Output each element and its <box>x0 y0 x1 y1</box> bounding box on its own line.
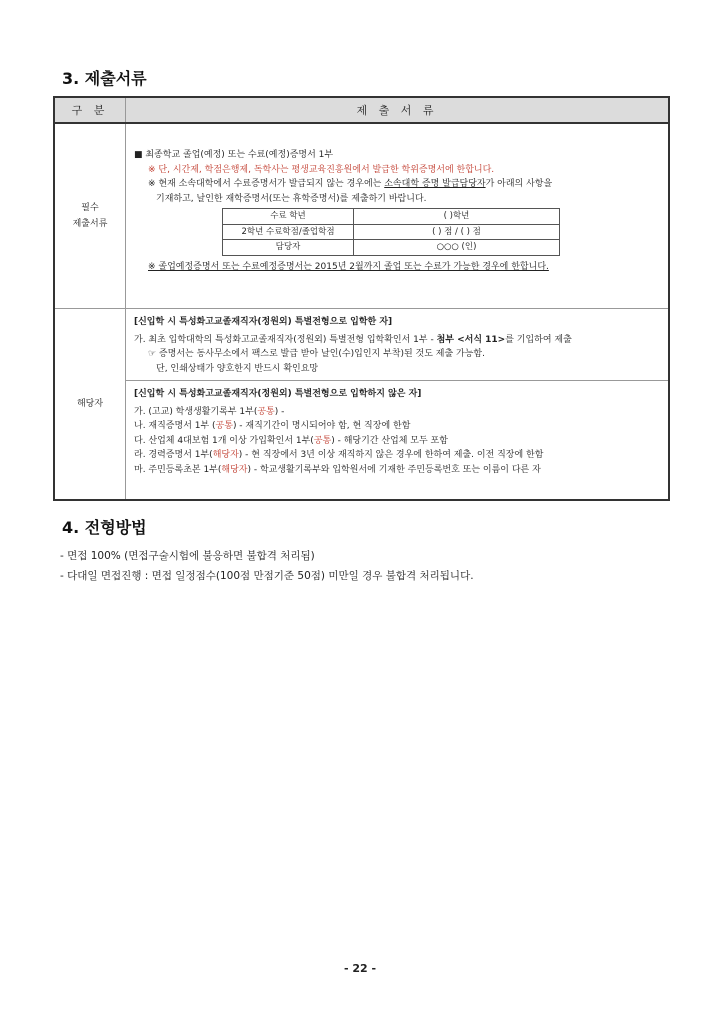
required-content <box>126 123 670 309</box>
page-number: - 22 - <box>343 962 377 975</box>
inner-row <box>223 240 560 256</box>
inner-row <box>223 224 560 240</box>
section-4-title: 4. 전형방법 <box>62 518 147 537</box>
inner-key: 수료 학년 <box>223 209 354 225</box>
required-item-1: ■ 최종학교 졸업(예정) 또는 수료(예정)증명서 1부 <box>134 150 334 160</box>
inner-key: 담당자 <box>223 240 354 256</box>
inner-value: ○○○ (인) <box>354 240 560 256</box>
required-label-line2: 제출서류 <box>72 219 108 229</box>
block2-item-na: 나. 재직증명서 1부 (공통) - 재직기간이 명시되어야 함, 현 직장에 한함 <box>134 421 411 431</box>
block1-line2: ☞ 증명서는 동사무소에서 팩스로 발급 받아 날인(수)입인지 부착)된 것도 제출 가능함. <box>148 349 485 359</box>
applicable-label: 해당자 <box>54 309 126 501</box>
required-note-1: ※ 단, 시간제, 학점은행제, 독학사는 평생교육진흥원에서 발급한 학위증명서에 한합니다. <box>148 164 495 175</box>
applicable-content <box>126 309 670 501</box>
block-divider <box>126 380 668 381</box>
inner-value: ( ) 점 / ( ) 점 <box>354 224 560 240</box>
required-note-2-line2: 기재하고, 날인한 재학증명서(또는 휴학증명서)를 제출하기 바랍니다. <box>156 193 427 204</box>
issuer-emphasis: 소속대학 증명 발급담당자 <box>384 179 486 189</box>
list-item: - 다대일 면접진행 : 면접 일정점수(100점 만점기준 50점) 미만일 경우 불합격 처리됩니다. <box>60 570 474 582</box>
header-documents: 제 출 서 류 <box>126 97 670 123</box>
required-note-3: ※ 졸업예정증명서 또는 수료예정증명서는 2015년 2월까지 졸업 또는 수료가 가능한 경우에 한합니다. <box>148 261 549 272</box>
section-3-title: 3. 제출서류 <box>62 69 147 88</box>
completion-info-table <box>222 208 560 256</box>
block2-title: [신입학 시 특성화고교졸재직자(정원외) 특별전형으로 입학하지 않은 자] <box>134 389 422 399</box>
required-row <box>54 123 669 309</box>
block1-title: [신입학 시 특성화고교졸재직자(정원외) 특별전형으로 입학한 자] <box>134 317 393 327</box>
block2-item-ra: 라. 경력증명서 1부(해당자) - 현 직장에서 3년 이상 재직하지 않은 경우에 한하여 제출. 이전 직장에 한함 <box>134 450 544 460</box>
required-note-2: ※ 현재 소속대학에서 수료증명서가 발급되지 않는 경우에는 소속대학 증명 발급담당자가 아래의 사항을 <box>148 179 553 189</box>
inner-value: ( )학년 <box>354 209 560 225</box>
header-category: 구 분 <box>54 97 126 123</box>
list-item: - 면접 100% (면접구술시험에 불응하면 불합격 처리됨) <box>60 550 315 562</box>
attachment-form: 첨부 <서식 11> <box>436 334 506 345</box>
selection-method-list <box>60 546 474 586</box>
required-label <box>54 123 126 309</box>
required-label-line1: 필수 <box>81 203 99 213</box>
block1-line1: 가. 최초 입학대학의 특성화고교졸재직자(정원외) 특별전형 입학확인서 1부 - 첨부 <서식 11>를 기입하여 제출 <box>134 334 572 345</box>
inner-key: 2학년 수료학점/졸업학점 <box>223 224 354 240</box>
block2-item-da: 다. 산업체 4대보험 1개 이상 가입확인서 1부(공통) - 해당기간 산업체 모두 포함 <box>134 435 448 446</box>
documents-table <box>53 96 670 501</box>
inner-row <box>223 209 560 225</box>
table-header-row <box>54 97 669 123</box>
applicable-row <box>54 309 669 501</box>
block1-line3: 단, 인쇄상태가 양호한지 반드시 확인요망 <box>156 363 319 374</box>
block2-item-ga: 가. (고교) 학생생활기록부 1부(공통) - <box>134 406 285 417</box>
block2-item-ma: 마. 주민등록초본 1부(해당자) - 학교생활기록부와 입학원서에 기재한 주민등록번호 또는 이름이 다른 자 <box>134 464 541 475</box>
